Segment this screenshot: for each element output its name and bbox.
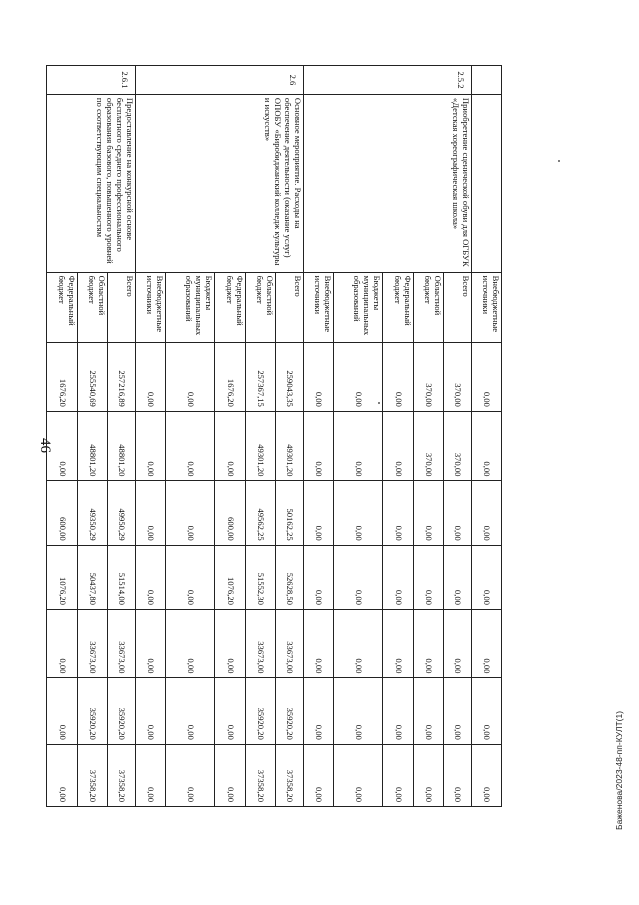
funding-source: Федеральный бюджет (383, 272, 414, 343)
year-value: 0,00 (47, 678, 78, 744)
total-value: 0,00 (166, 343, 215, 412)
year-value: 0,00 (136, 481, 166, 545)
year-value: 0,00 (215, 411, 246, 481)
total-value: 0,00 (334, 343, 383, 412)
item-name (472, 94, 502, 272)
year-value: 0,00 (383, 411, 414, 481)
table-row (444, 66, 472, 807)
year-value: 0,00 (334, 744, 383, 806)
year-value: 33673,00 (78, 609, 108, 678)
year-value: 0,00 (304, 678, 334, 744)
year-value: 0,00 (304, 744, 334, 806)
total-value: 0,00 (383, 343, 414, 412)
year-value: 0,00 (166, 411, 215, 481)
year-value: 370,00 (444, 411, 472, 481)
item-number: 2.6.1 (47, 66, 136, 95)
total-value: 0,00 (472, 343, 502, 412)
total-value: 370,00 (444, 343, 472, 412)
year-value: 0,00 (47, 744, 78, 806)
table-row (276, 66, 304, 807)
funding-source: Бюджеты муниципальных образований (334, 272, 383, 343)
year-value: 0,00 (472, 545, 502, 609)
year-value: 49350,29 (78, 481, 108, 545)
total-value: 257367,15 (246, 343, 276, 412)
year-value: 49562,25 (246, 481, 276, 545)
year-value: 0,00 (414, 545, 444, 609)
year-value: 0,00 (383, 609, 414, 678)
table-row (108, 66, 136, 807)
year-value: 48801,20 (108, 411, 136, 481)
funding-source: Внебюджетные источники (136, 272, 166, 343)
year-value: 0,00 (414, 609, 444, 678)
year-value: 370,00 (414, 411, 444, 481)
table-row (472, 66, 502, 807)
year-value: 1076,20 (47, 545, 78, 609)
year-value: 49301,20 (276, 411, 304, 481)
item-name: Предоставление на конкурсной основе бесплатного среднего профессионального образования базового, повышенного уровней по соответствующим специальностям (47, 94, 136, 272)
year-value: 0,00 (136, 609, 166, 678)
year-value: 49950,29 (108, 481, 136, 545)
year-value: 49301,20 (246, 411, 276, 481)
funding-source: Всего (108, 272, 136, 343)
year-value: 0,00 (414, 481, 444, 545)
year-value: 0,00 (166, 545, 215, 609)
funding-source: Всего (444, 272, 472, 343)
year-value: 0,00 (383, 744, 414, 806)
year-value: 0,00 (166, 678, 215, 744)
year-value: 0,00 (136, 411, 166, 481)
year-value: 0,00 (334, 481, 383, 545)
year-value: 35920,20 (78, 678, 108, 744)
funding-source: Внебюджетные источники (304, 272, 334, 343)
footer-stamp: Баженова/2023-48-пп-КУЛТ(1) (614, 710, 624, 830)
total-value: 0,00 (136, 343, 166, 412)
year-value: 0,00 (215, 744, 246, 806)
year-value: 51552,30 (246, 545, 276, 609)
total-value: 255540,69 (78, 343, 108, 412)
funding-source: Областной бюджет (246, 272, 276, 343)
funding-source: Федеральный бюджет (47, 272, 78, 343)
item-name: Основное мероприятие. Расходы на обеспечение деятельности (оказание услуг) ОПОБУ «Биробиджанский колледж культуры и искусств» (136, 94, 304, 272)
year-value: 0,00 (215, 609, 246, 678)
year-value: 33673,00 (246, 609, 276, 678)
year-value: 50437,80 (78, 545, 108, 609)
year-value: 0,00 (414, 744, 444, 806)
year-value: 52628,50 (276, 545, 304, 609)
item-name: Приобретение сценической обуви для ОГБУК «Детская хореографическая школа» (304, 94, 472, 272)
item-number: 2.6 (136, 66, 304, 95)
funding-source: Всего (276, 272, 304, 343)
total-value: 0,00 (304, 343, 334, 412)
total-value: 257216,89 (108, 343, 136, 412)
year-value: 37358,20 (108, 744, 136, 806)
year-value: 0,00 (334, 545, 383, 609)
year-value: 600,00 (215, 481, 246, 545)
year-value: 0,00 (304, 609, 334, 678)
year-value: 0,00 (304, 545, 334, 609)
year-value: 0,00 (166, 481, 215, 545)
year-value: 0,00 (472, 411, 502, 481)
year-value: 33673,00 (108, 609, 136, 678)
funding-source: Бюджеты муниципальных образований (166, 272, 215, 343)
year-value: 0,00 (166, 744, 215, 806)
year-value: 0,00 (444, 744, 472, 806)
year-value: 0,00 (472, 481, 502, 545)
year-value: 600,00 (47, 481, 78, 545)
total-value: 1676,20 (215, 343, 246, 412)
year-value: 48801,20 (78, 411, 108, 481)
year-value: 35920,20 (108, 678, 136, 744)
year-value: 0,00 (136, 545, 166, 609)
year-value: 0,00 (444, 609, 472, 678)
year-value: 0,00 (47, 609, 78, 678)
year-value: 0,00 (334, 678, 383, 744)
year-value: 0,00 (383, 545, 414, 609)
budget-table (46, 65, 502, 807)
page-number: 46 (37, 438, 53, 453)
year-value: 37358,20 (276, 744, 304, 806)
year-value: 37358,20 (78, 744, 108, 806)
year-value: 33673,00 (276, 609, 304, 678)
year-value: 0,00 (136, 744, 166, 806)
year-value: 1076,20 (215, 545, 246, 609)
year-value: 0,00 (304, 481, 334, 545)
year-value: 35920,20 (246, 678, 276, 744)
funding-source: Областной бюджет (78, 272, 108, 343)
year-value: 50162,25 (276, 481, 304, 545)
year-value: 0,00 (444, 481, 472, 545)
year-value: 0,00 (472, 744, 502, 806)
year-value: 0,00 (304, 411, 334, 481)
total-value: 1676,20 (47, 343, 78, 412)
year-value: 0,00 (383, 481, 414, 545)
year-value: 0,00 (472, 609, 502, 678)
year-value: 0,00 (166, 609, 215, 678)
total-value: 259043,35 (276, 343, 304, 412)
year-value: 0,00 (334, 609, 383, 678)
year-value: 0,00 (383, 678, 414, 744)
funding-source: Областной бюджет (414, 272, 444, 343)
year-value: 0,00 (444, 545, 472, 609)
year-value: 35920,20 (276, 678, 304, 744)
year-value: 0,00 (334, 411, 383, 481)
year-value: 0,00 (136, 678, 166, 744)
year-value: 0,00 (472, 678, 502, 744)
funding-source: Внебюджетные источники (472, 272, 502, 343)
item-number: 2.5.2 (304, 66, 472, 95)
year-value: 0,00 (215, 678, 246, 744)
item-number (472, 66, 502, 95)
year-value: 51514,00 (108, 545, 136, 609)
scan-speck (558, 160, 560, 162)
budget-table-rotated (57, 65, 502, 807)
year-value: 37358,20 (246, 744, 276, 806)
year-value: 0,00 (414, 678, 444, 744)
funding-source: Федеральный бюджет (215, 272, 246, 343)
year-value: 0,00 (47, 411, 78, 481)
year-value: 0,00 (444, 678, 472, 744)
total-value: 370,00 (414, 343, 444, 412)
